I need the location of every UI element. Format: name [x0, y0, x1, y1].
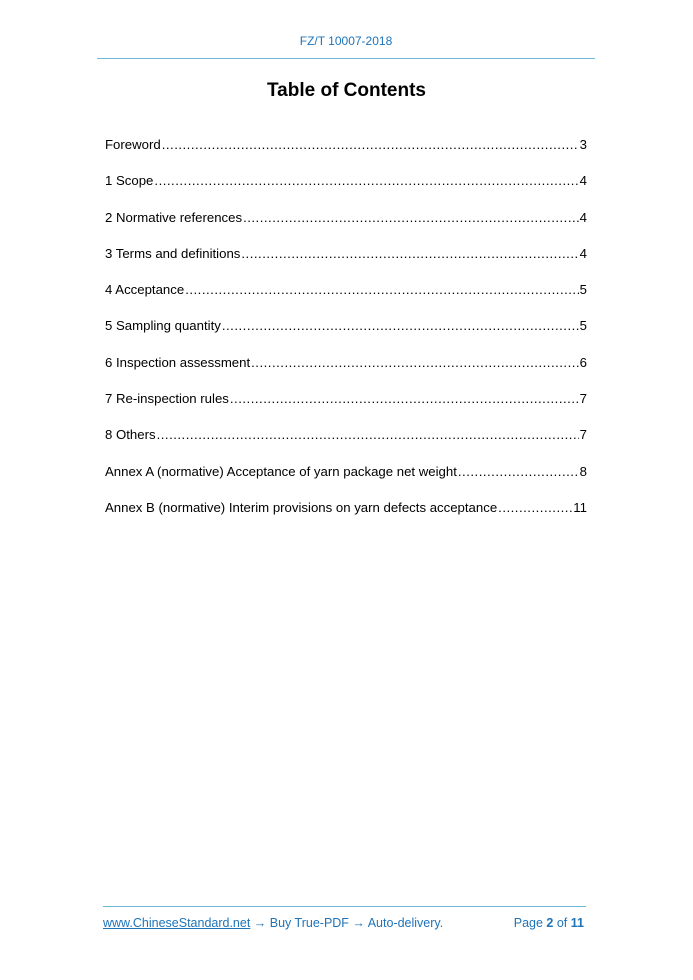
toc-entry-label: Annex B (normative) Interim provisions on yarn defects acceptance: [105, 499, 498, 515]
dot-leader: [157, 427, 579, 442]
page-header: [97, 30, 595, 59]
toc-entry-label: 7 Re-inspection rules: [105, 391, 229, 407]
dot-leader: [230, 391, 579, 406]
toc-entry-re-inspection-rules[interactable]: [105, 391, 587, 427]
page-title: Table of Contents: [266, 80, 427, 101]
toc-entry-label: 1 Scope: [105, 173, 154, 189]
toc-entry-page: 4: [579, 173, 587, 189]
table-of-contents: [105, 137, 587, 536]
dot-leader: [222, 318, 579, 333]
dot-leader: [243, 210, 579, 225]
standard-code: FZ/T 10007-2018: [299, 34, 393, 48]
toc-entry-annex-a[interactable]: [105, 464, 587, 500]
toc-entry-annex-b[interactable]: [105, 500, 587, 536]
toc-entry-page: 8: [579, 463, 587, 479]
page-footer: [103, 906, 586, 937]
dot-leader: [241, 246, 578, 261]
toc-entry-page: 3: [579, 137, 587, 152]
toc-entry-page: 4: [579, 245, 587, 261]
toc-entry-others[interactable]: [105, 427, 587, 463]
toc-entry-page: 11: [573, 499, 587, 515]
toc-entry-label: 6 Inspection assessment: [105, 354, 251, 370]
total-pages: 11: [570, 916, 584, 930]
toc-entry-label: Annex A (normative) Acceptance of yarn package net weight: [105, 463, 457, 479]
toc-entry-page: 7: [579, 427, 587, 443]
toc-entry-page: 7: [579, 391, 587, 407]
current-page: 2: [546, 916, 554, 930]
toc-entry-terms-and-definitions[interactable]: [105, 246, 587, 282]
toc-entry-label: 8 Others: [105, 427, 156, 443]
toc-entry-page: 5: [579, 282, 587, 298]
footer-promo: [103, 916, 443, 930]
page-word: Page: [513, 916, 543, 930]
dot-leader: [154, 173, 578, 188]
page-number: [514, 916, 584, 930]
of-word: of: [556, 916, 568, 930]
toc-entry-label: 5 Sampling quantity: [105, 318, 221, 334]
toc-entry-sampling-quantity[interactable]: [105, 318, 587, 354]
toc-entry-normative-references[interactable]: [105, 210, 587, 246]
toc-entry-page: 5: [579, 318, 587, 334]
site-link[interactable]: www.ChineseStandard.net: [103, 916, 251, 930]
toc-entry-page: 4: [579, 209, 587, 225]
dot-leader: [498, 500, 572, 515]
toc-entry-label: 2 Normative references: [105, 209, 243, 225]
toc-entry-scope[interactable]: [105, 173, 587, 209]
toc-entry-acceptance[interactable]: [105, 282, 587, 318]
toc-entry-page: 6: [579, 354, 587, 370]
dot-leader: [251, 355, 579, 370]
toc-entry-label: 4 Acceptance: [105, 282, 185, 298]
dot-leader: [458, 464, 579, 479]
toc-entry-label: 3 Terms and definitions: [105, 245, 241, 261]
promo-text: → Buy True-PDF → Auto-delivery.: [250, 916, 444, 930]
dot-leader: [162, 137, 579, 152]
dot-leader: [185, 282, 578, 297]
toc-entry-foreword[interactable]: [105, 137, 587, 173]
toc-entry-inspection-assessment[interactable]: [105, 355, 587, 391]
toc-entry-label: Foreword: [105, 137, 161, 152]
